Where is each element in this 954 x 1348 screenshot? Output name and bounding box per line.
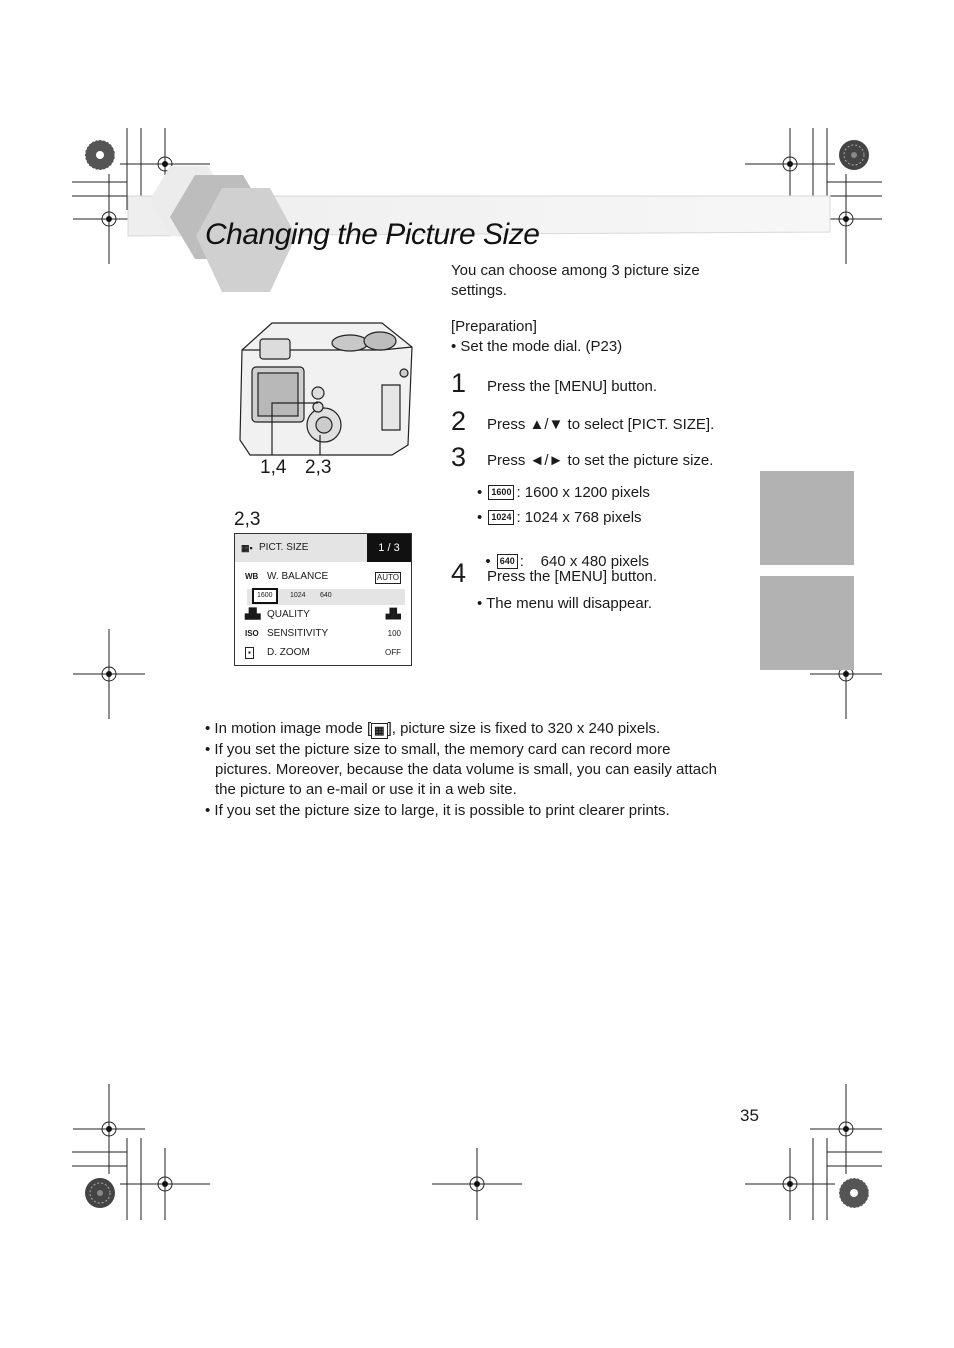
menu-row-quality (241, 606, 407, 624)
size-option-item: • 640 : 640 x 480 pixels (485, 553, 650, 570)
quality-value-icon: ▟▙ (385, 609, 401, 620)
note-large-size: • If you set the picture size to large, it is possible to print clearer prints. (205, 802, 670, 819)
size-option-640: 640 (320, 592, 332, 599)
menu-row-label: D. ZOOM (267, 647, 310, 658)
size-640-icon: 640 (497, 554, 518, 569)
pict-size-icon: ▦▪ (241, 543, 253, 553)
section-tab (760, 471, 854, 565)
menu-header-label: PICT. SIZE (259, 542, 309, 553)
size-1600-icon: 1600 (488, 485, 514, 500)
step-text: Press the [MENU] button. (487, 378, 658, 395)
step-number: 4 (451, 558, 467, 588)
size-option-1600: 1600 (252, 588, 278, 604)
picture-size-selector (247, 589, 405, 605)
menu-row-white-balance (241, 568, 407, 586)
note-motion-mode: • In motion image mode [ ▦ ], picture size is fixed to 320 x 240 pixels. (205, 720, 661, 737)
menu-page-indicator: 1 / 3 (367, 534, 411, 562)
iso-icon: ISO (245, 629, 259, 638)
menu-screen (234, 533, 412, 666)
menu-row-label: SENSITIVITY (267, 628, 329, 639)
section-tab (760, 576, 854, 670)
preparation-label: [Preparation] (451, 318, 537, 335)
header-banner (0, 0, 954, 300)
menu-row-digital-zoom (241, 644, 407, 662)
step-text: Press ▲/▼ to select [PICT. SIZE]. (487, 416, 715, 433)
menu-row-label: W. BALANCE (267, 571, 329, 582)
note-small-size: • If you set the picture size to small, the memory card can record more pictures. Moreover, because the data volume is small, you can easily attach the picture to an e-mail or use it in a web site. (205, 741, 717, 798)
camera-callout-right: 2,3 (305, 457, 332, 478)
step-text: Press ◄/► to set the picture size. (487, 452, 714, 469)
preparation-item: • Set the mode dial. (P23) (451, 338, 623, 355)
size-option-item: • 1600 : 1600 x 1200 pixels (477, 484, 650, 501)
camera-illustration (232, 315, 422, 480)
size-1024-icon: 1024 (488, 510, 514, 525)
quality-icon: ▟▙ (245, 609, 261, 620)
page-title: Changing the Picture Size (205, 218, 540, 251)
menu-callout: 2,3 (234, 509, 261, 530)
menu-row-value: OFF (385, 648, 401, 657)
step-number: 1 (451, 368, 467, 398)
page-number: 35 (740, 1106, 759, 1125)
intro-line-2: settings. (451, 282, 507, 299)
step-note: • The menu will disappear. (477, 595, 653, 612)
step-number: 3 (451, 442, 467, 472)
menu-row-value: 100 (387, 629, 401, 638)
menu-row-label: QUALITY (267, 609, 310, 620)
digital-zoom-icon: ▪ (245, 647, 254, 659)
motion-image-icon: ▦ (371, 723, 387, 739)
step-text: Press the [MENU] button. (487, 568, 658, 585)
size-option-item: • 1024 : 1024 x 768 pixels (477, 509, 642, 526)
size-option-1024: 1024 (290, 592, 306, 599)
step-number: 2 (451, 406, 467, 436)
intro-line-1: You can choose among 3 picture size (451, 262, 700, 279)
menu-row-value: AUTO (376, 573, 399, 582)
camera-callout-left: 1,4 (260, 457, 287, 478)
menu-row-sensitivity (241, 625, 407, 643)
wb-icon: WB (245, 572, 259, 581)
